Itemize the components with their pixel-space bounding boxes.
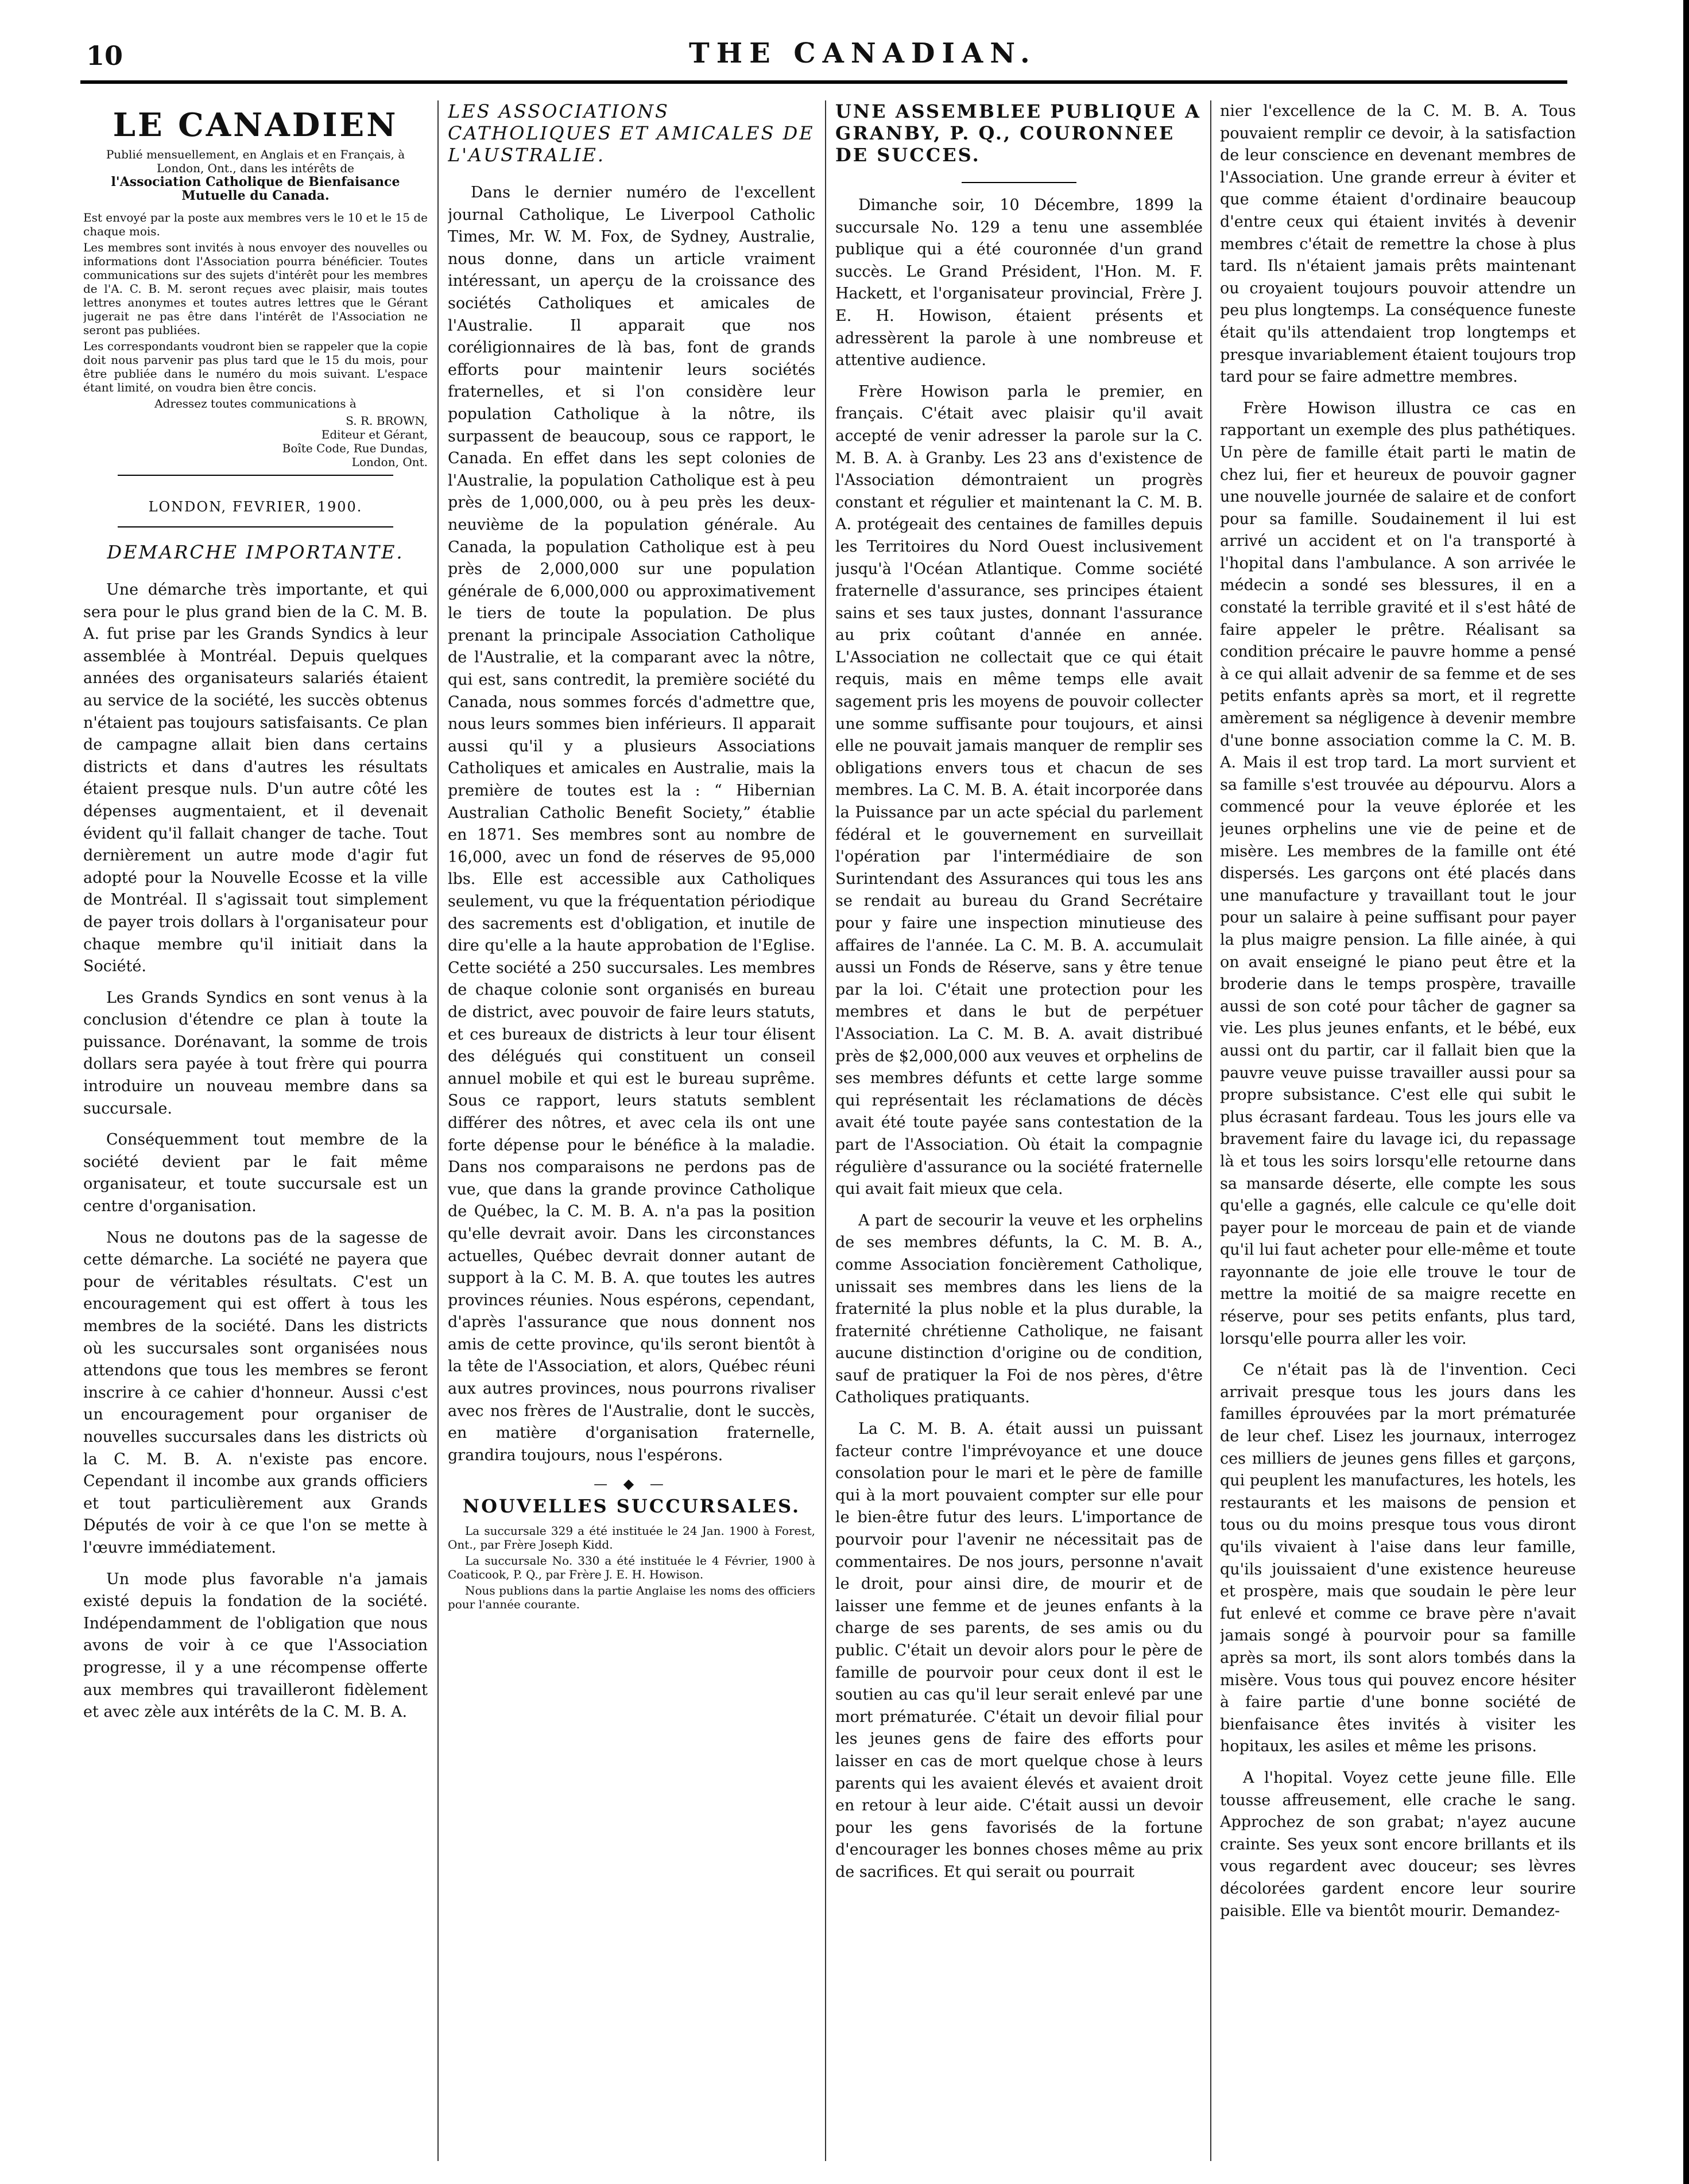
column-rule bbox=[437, 100, 439, 2161]
article-headline: DEMARCHE IMPORTANTE. bbox=[107, 541, 404, 563]
header-rule bbox=[80, 80, 1567, 84]
article-body bbox=[83, 579, 428, 1724]
notice: La succursale 329 a été instituée le 24 Jan. 1900 à Forest, Ont., par Frère Joseph Kidd. bbox=[448, 1524, 815, 1552]
article-body bbox=[835, 195, 1203, 1884]
paragraph: nier l'excellence de la C. M. B. A. Tous pouvaient remplir ce devoir, à la satisfaction de leur conscience en devenant membres de l'Association. Une grande erreur à éviter et que comme étaient d'ordinaire beaucoup d'entre ceux qui étaient invités à devenir membres c'était de remettre la chose à plus tard. Ils n'étaient jamais prêts maintenant ou croyaient toujours pouvoir attendre un peu plus longtemps. La conséquence funeste était qu'ils attendaient trop longtemps et presque invariablement étaient toujours trop tard pour se faire admettre membres. bbox=[1220, 102, 1576, 386]
masthead-notice: Les correspondants voudront bien se rappeler que la copie doit nous parvenir pas plus tard que le 15 du mois, pour être publiée dans le numéro du mois suivant. L'espace étant limité, on voudra bien être concis. bbox=[83, 339, 428, 394]
masthead-notice: Est envoyé par la poste aux membres vers le 10 et le 15 de chaque mois. bbox=[83, 211, 428, 238]
paragraph: Conséquemment tout membre de la société devient par le fait même organisateur, et toute succursale est un centre d'organisation. bbox=[83, 1131, 428, 1216]
paragraph: Nous ne doutons pas de la sagesse de cette démarche. La société ne payera que pour de véritables résultats. C'est un encouragement qui est offert à tous les membres de la société. Dans les districts où les succursales sont organisées nous attendons que tous les membres se feront inscrire à ce cahier d'honneur. Aussi c'est un encouragement pour organiser de nouvelles succursales dans les districts où la C. M. B. A. n'existe pas encore. Cependant il incombe aux grands officiers et tout particulièrement aux Grands Députés de voir à ce que l'on se mette à l'œuvre immédiatement. bbox=[83, 1228, 428, 1557]
column-1 bbox=[83, 100, 428, 2161]
page-edge bbox=[1683, 0, 1689, 2184]
dateline: LONDON, FEVRIER, 1900. bbox=[148, 499, 363, 515]
page-number: 10 bbox=[86, 40, 123, 71]
running-head: THE CANADIAN. bbox=[689, 37, 1037, 69]
editor-address: Boîte Code, Rue Dundas, bbox=[282, 441, 428, 455]
notices bbox=[448, 1524, 815, 1611]
ornament-divider: — ◆ — bbox=[594, 1476, 669, 1492]
paragraph: A l'hopital. Voyez cette jeune fille. Elle tousse affreusement, elle crache le sang. Approchez de son grabat; n'ayez aucune crainte. Ses yeux sont encore brillants et ils vous regardent avec douceur; ses lèvres décolorées gardent encore leur sourire paisible. Elle va bientôt mourir. Demandez- bbox=[1220, 1768, 1576, 1920]
divider bbox=[118, 475, 393, 476]
section-headline: NOUVELLES SUCCURSALES. bbox=[462, 1495, 801, 1518]
notice: La succursale No. 330 a été instituée le 4 Février, 1900 à Coaticook, P. Q., par Frère J. E. H. Howison. bbox=[448, 1554, 815, 1582]
column-4 bbox=[1220, 100, 1576, 2161]
paragraph: Dimanche soir, 10 Décembre, 1899 la succursale No. 129 a tenu une assemblée publique qui a été couronnée d'un grand succès. Le Grand Président, l'Hon. M. F. Hackett, et l'organisateur provincial, Frère J. E. H. Howison, étaient présents et adressèrent la parole à une nombreuse et attentive audience. bbox=[835, 196, 1203, 370]
masthead-subtitle: Publié mensuellement, en Anglais et en Français, à London, Ont., dans les intérêts de bbox=[106, 148, 405, 175]
masthead-org: l'Association Catholique de Bienfaisance Mutuelle du Canada. bbox=[111, 174, 400, 203]
article-body bbox=[448, 182, 815, 1467]
paragraph: A part de secourir la veuve et les orphelins de ses membres défunts, la C. M. B. A., comme Association foncièrement Catholique, unissait ses membres dans les liens de la fraternité la plus noble et la plus durable, la fraternité chrétienne Catholique, ne faisant aucune distinction d'origine ou de condition, sauf de pratiquer la Foi de nos pères, d'être Catholiques pratiquants. bbox=[835, 1211, 1203, 1407]
masthead-notice: Adressez toutes communications à bbox=[154, 397, 357, 410]
editor-name: S. R. BROWN, bbox=[346, 414, 428, 428]
article-body bbox=[1220, 100, 1576, 1922]
column-rule bbox=[1210, 100, 1211, 2161]
masthead-notice: Les membres sont invités à nous envoyer des nouvelles ou informations dont l'Association pourra bénéficier. Toutes communications sur des sujets d'intérêt pour les membres de l'A. C. B. M. seront reçues avec plaisir, mais toutes lettres anonymes et toutes autres lettres que le Gérant jugerait ne pas être dans l'intérêt de l'Association ne seront pas publiées. bbox=[83, 240, 428, 337]
paragraph: La C. M. B. A. était aussi un puissant facteur contre l'imprévoyance et une douce consolation pour le mari et le père de famille qui à la mort pouvaient compter sur elle pour le bien-être futur des leurs. L'importance de pourvoir pour l'avenir ne nécessitait pas de commentaires. De nos jours, personne n'avait le droit, pour ainsi dire, de mourir et de laisser une femme et de jeunes enfants à la charge de ses parents, de ses amis ou du public. C'était un devoir alors pour le père de famille de pourvoir pour ceux dont il est le soutien au cas qu'il leur serait enlevé par une mort prématurée. C'était un devoir filial pour les jeunes gens de faire des efforts pour laisser en cas de mort quelque chose à leurs parents qui les avaient élevés et avaient droit en retour à leur aide. C'était aussi un devoir pour les gens favorisés de la fortune d'encourager les bonnes choses même au prix de sacrifices. Et qui serait ou pourrait bbox=[835, 1420, 1203, 1881]
paragraph: Frère Howison illustra ce cas en rapportant un exemple des plus pathétiques. Un père de famille était parti le matin de chez lui, fier et heureux de pouvoir gagner une nouvelle journée de salaire et de confort pour sa famille. Soudainement il lui est arrivé un accident et on l'a transporté à l'hopital dans l'ambulance. A son arrivée le médecin a sondé ses blessures, il en a constaté la terrible gravité et il s'est hâté de faire appeler le prêtre. Réalisant sa condition précaire le pauvre homme a pensé à ce qui allait advenir de sa femme et de ses petits enfants après sa mort, et il regrette amèrement sa négligence à devenir membre d'une bonne association comme la C. M. B. A. Mais il est trop tard. La mort survient et sa famille s'est trouvée au dépourvu. Alors a commencé pour la veuve éplorée et les jeunes orphelins une vie de peine et de misère. Les membres de la famille ont été dispersés. Les garçons ont été placés dans une manufacture y travaillant tout le jour pour un salaire à peine suffisant pour payer la plus maigre pension. La fille ainée, à qui on avait enseigné le piano peut être et la broderie dans le temps prospère, travaille aussi de son coté pour tâcher de gagner sa vie. Les plus jeunes enfants, et le bébé, eux aussi ont du partir, car il fallait bien que la pauvre veuve puisse travailler aussi pour sa propre subsistance. C'est elle qui subit le plus écrasant fardeau. Tous les jours elle va bravement faire du lavage ici, du repassage là et tous les soirs lorsqu'elle retourne dans sa mansarde déserte, elle compte les sous qu'elle a gagnés, elle calcule ce qu'elle doit payer pour le morceau de pain et de viande qu'il lui faut acheter pour elle-même et toute rayonnante de joie elle trouve le tour de mettre la moitié de sa maigre recette en réserve, pour ses petits enfants, plus tard, lorsqu'elle pourra aller les voir. bbox=[1220, 399, 1576, 1348]
editor-address: London, Ont. bbox=[351, 455, 428, 469]
masthead-title: LE CANADIEN bbox=[113, 106, 398, 144]
notice: Nous publions dans la partie Anglaise les noms des officiers pour l'année courante. bbox=[448, 1584, 815, 1612]
paragraph: Ce n'était pas là de l'invention. Ceci arrivait presque tous les jours dans les familles éprouvées par la mort prématurée de leur chef. Lisez les journaux, interrogez ces milliers de jeunes gens filles et garçons, qui peuplent les manufactures, les hotels, les restaurants et les maisons de pension et tous ou du moins presque tous vous diront qu'ils vivaient à l'aise dans leur famille, qu'ils jouissaient d'une existence heureuse et prospère, mais que soudain le père leur fut enlevé et comme ce brave père n'avait jamais songé à pourvoir pour sa famille après sa mort, ils sont alors tombés dans la misère. Vous tous qui pouvez encore hésiter à faire partie d'une bonne société de bienfaisance êtes invités à visiter les hopitaux, les asiles et même les prisons. bbox=[1220, 1361, 1576, 1756]
article-headline: UNE ASSEMBLEE PUBLIQUE A GRANBY, P. Q., COURONNEE DE SUCCES. bbox=[835, 100, 1201, 166]
paragraph: Un mode plus favorable n'a jamais existé depuis la fondation de la société. Indépendamment de l'obligation que nous avons de voir à ce que l'Association progresse, il y a une récompense offerte aux membres qui travailleront fidèlement et avec zèle aux intérêts de la C. M. B. A. bbox=[83, 1570, 428, 1721]
column-2 bbox=[448, 100, 815, 2161]
paragraph: Une démarche très importante, et qui sera pour le plus grand bien de la C. M. B. A. fut prise par les Grands Syndics à leur assemblée à Montréal. Depuis quelques années des organisateurs salariés étaient au service de la société, les succès obtenus n'étaient pas toujours satisfaisants. Ce plan de campagne allait bien dans certains districts et dans d'autres les résultats étaient presque nuls. D'un autre côté les dépenses augmentaient, et il devenait évident qu'il fallait changer de tache. Tout dernièrement un autre mode d'agir fut adopté pour la Nouvelle Ecosse et la ville de Montréal. Il s'agissait tout simplement de payer trois dollars à l'organisateur pour chaque membre qu'il initiait dans la Société. bbox=[83, 581, 428, 976]
paragraph: Dans le dernier numéro de l'excellent journal Catholique, Le Liverpool Catholic Times, Mr. W. M. Fox, de Sydney, Australie, nous donne, dans un article vraiment intéressant, un aperçu de la croissance des sociétés Catholiques et amicales de l'Australie. Il apparait que nos coréligionnaires de là bas, font de grands efforts pour maintenir leurs sociétés fraternelles, et si l'on considère leur population Catholique à la nôtre, ils surpassent de beaucoup, sous ce rapport, le Canada. En effet dans les sept colonies de l'Australie, la population Catholique est à peu près de 1,000,000, ou à peu près les deux-neuvième de la population générale. Au Canada, la population Catholique est à peu près de 2,000,000 sur une population générale de 6,000,000 ou approximativement le tiers de toute la population. De plus prenant la principale Association Catholique de l'Australie, et la comparant avec la nôtre, qui est, sans contredit, la première société du Canada, nous sommes forcés d'admettre que, nous leurs sommes bien inférieurs. Il apparait aussi qu'il y a plusieurs Associations Catholiques et amicales en Australie, mais la première de toutes est la : “ Hibernian Australian Catholic Benefit Society,” établie en 1871. Ses membres sont au nombre de 16,000, avec un fond de réserves de 95,000 lbs. Elle est accessible aux Catholiques seulement, vu que la fréquentation périodique des sacrements est d'obligation, et inutile de dire qu'elle a la haute approbation de l'Eglise. Cette société a 250 succursales. Les membres de chaque colonie sont organisés en bureau de district, avec pouvoir de faire leurs statuts, et ces bureaux de districts à leur tour élisent des délégués qui constituent un conseil annuel mobile et qui est le bureau suprême. Sous ce rapport, leurs statuts semblent différer des nôtres, et avec cela ils ont une forte dépense pour le bénéfice à la maladie. Dans nos comparaisons ne perdons pas de vue, que dans la grande province Catholique de Québec, la C. M. B. A. n'a pas la position qu'elle devrait avoir. Dans les circonstances actuelles, Québec devrait donner autant de support à la C. M. B. A. que toutes les autres provinces réunies. Nous espérons, cependant, d'après l'assurance que nous donnent nos amis de cette province, qu'ils seront bientôt à la tête de l'Association, et alors, Québec réuni aux autres provinces, nous pourrons rivaliser avec nos frères de l'Australie, dont le succès, en matière d'organisation fraternelle, grandira toujours, nous l'espérons. bbox=[448, 184, 815, 1464]
editor-title: Editeur et Gérant, bbox=[321, 428, 428, 441]
article-headline: LES ASSOCIATIONS CATHOLIQUES ET AMICALES DE L'AUSTRALIE. bbox=[448, 100, 815, 166]
divider bbox=[962, 182, 1076, 183]
column-rule bbox=[825, 100, 826, 2161]
paragraph: Les Grands Syndics en sont venus à la conclusion d'étendre ce plan à toute la puissance. Dorénavant, la somme de trois dollars sera payée à tout frère qui pourra introduire un nouveau membre dans sa succursale. bbox=[83, 988, 428, 1118]
column-3 bbox=[835, 100, 1203, 2161]
paragraph: Frère Howison parla le premier, en français. C'était avec plaisir qu'il avait accepté de venir adresser la parole sur la C. M. B. A. à Granby. Les 23 ans d'existence de l'Association démontraient un progrès constant et régulier et maintenant la C. M. B. A. protégeait des centaines de familles depuis les Territoires du Nord Ouest inclusivement jusqu'à l'Océan Atlantique. Comme société fraternelle d'assurance, ses principes étaient sains et ses taux justes, donnant l'assurance au prix coûtant d'année en année. L'Association ne collectait que ce qui était requis, mais en même temps elle avait sagement pris les moyens de pouvoir collecter une somme suffisante pour toujours, et ainsi elle ne pouvait jamais manquer de remplir ses obligations envers tous et chacun de ses membres. La C. M. B. A. était incorporée dans la Puissance par un acte spécial du parlement fédéral et le gouvernement en surveillait l'opération par l'intermédiaire de son Surintendant des Assurances qui tous les ans se rendait au bureau du Grand Secrétaire pour y faire une inspection minutieuse des affaires de l'année. La C. M. B. A. accumulait aussi un Fonds de Réserve, sans y être tenue par la loi. C'était une protection pour les membres et dans le but de perpétuer l'Association. La C. M. B. A. avait distribué près de $2,000,000 aux veuves et orphelins de ses membres défunts et cette large somme qui représentait les réclamations de décès avait été toute payée sans contestation de la part de l'Association. Où était la compagnie régulière d'assurance ou la société fraternelle qui avait fait mieux que cela. bbox=[835, 382, 1203, 1198]
divider bbox=[118, 526, 393, 527]
